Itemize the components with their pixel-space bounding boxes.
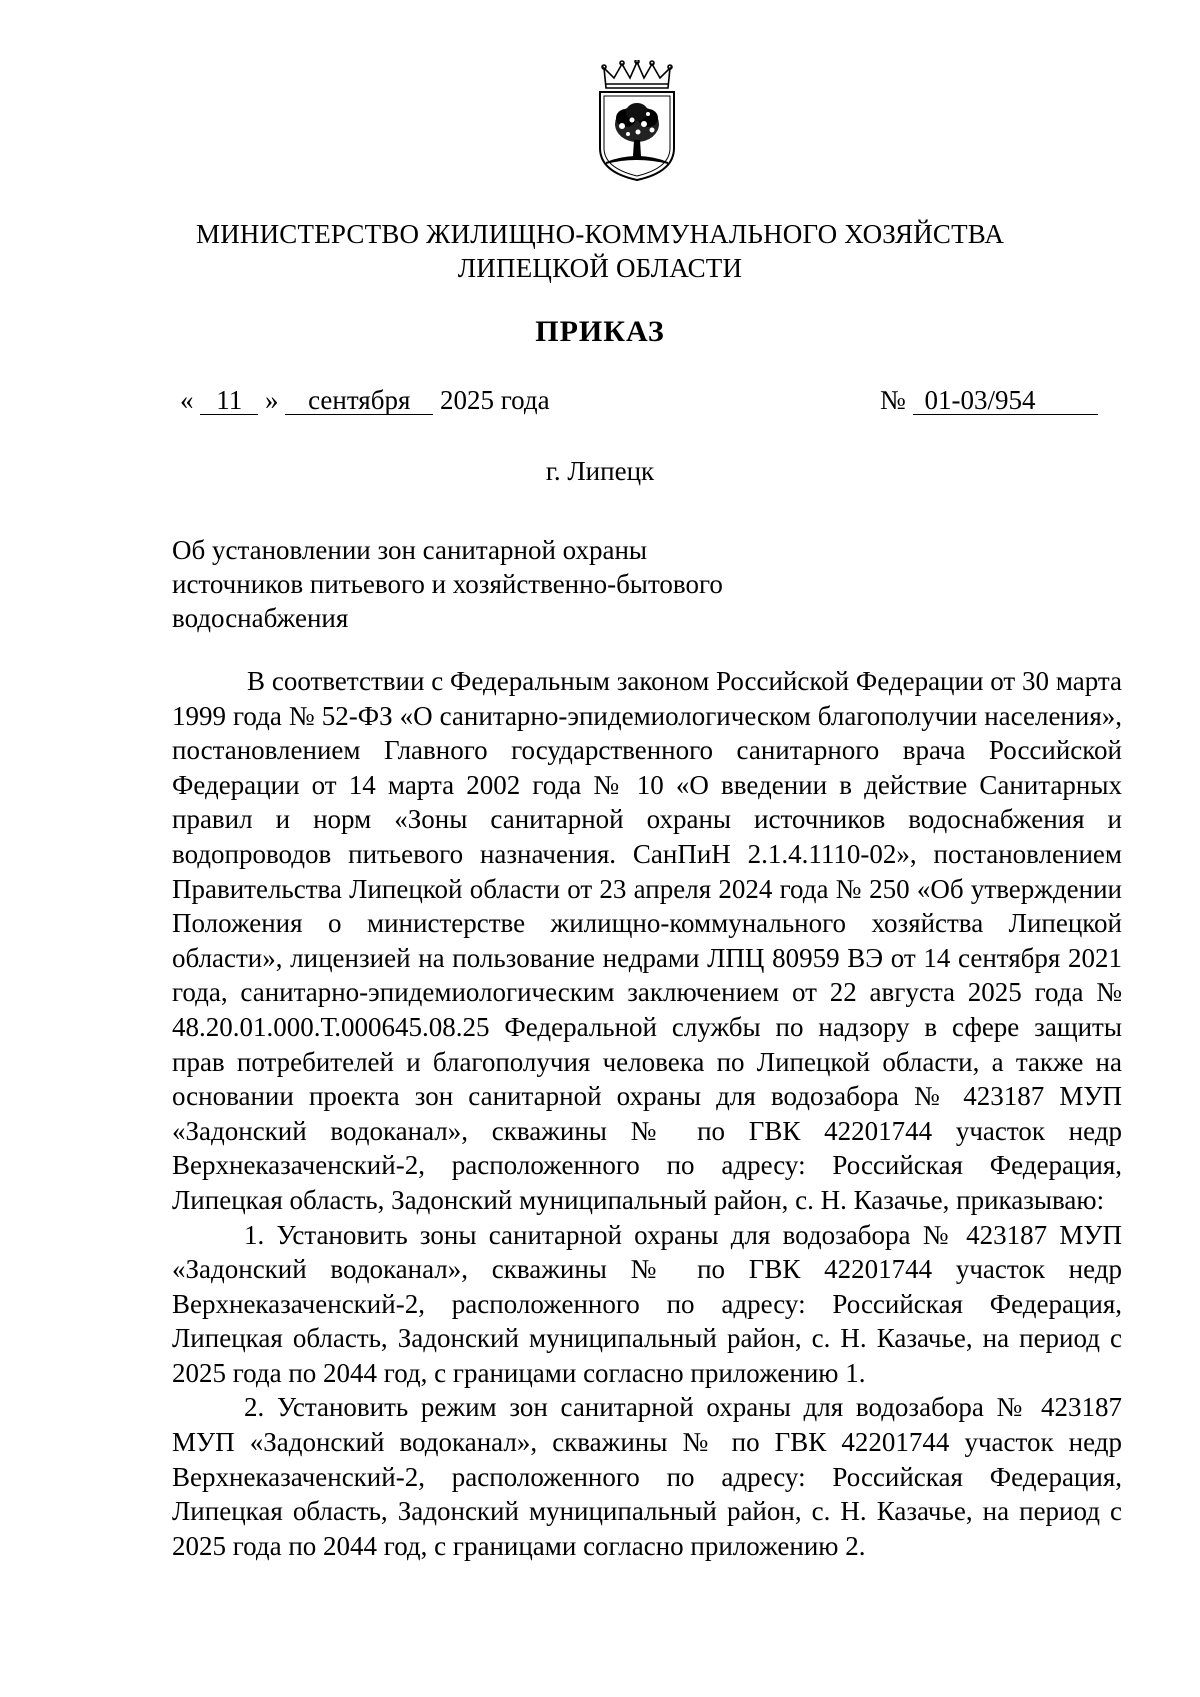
order-date (180, 385, 550, 416)
date-year: 2025 года (440, 385, 550, 415)
order-item-2: 2. Установить режим зон санитарной охраны для водозабора № 423187 МУП «Задонский водоканал», скважины № по ГВК 42201744 участок недр Верхнеказаченский-2, расположенного по адресу: Российская Федерация, Липецкая область, Задонский муниципальный район, с. Н. Казачье, на период с 2025 года по 2044 год, с границами согласно приложению 2. (172, 1392, 1122, 1561)
subject-line-2: источников питьевого и хозяйственно-бытового (172, 569, 723, 599)
date-close-quote: » (265, 385, 279, 415)
ministry-line-2: ЛИПЕЦКОЙ ОБЛАСТИ (457, 253, 743, 283)
subject-line-1: Об установлении зон санитарной охраны (172, 535, 648, 565)
date-open-quote: « (180, 385, 194, 415)
subject-line-3: водоснабжения (172, 603, 349, 633)
order-subject (172, 533, 772, 635)
order-body (172, 664, 1122, 1563)
date-day: 11 (200, 386, 258, 415)
city-name: г. Липецк (545, 456, 655, 486)
ministry-line-1: МИНИСТЕРСТВО ЖИЛИЩНО-КОММУНАЛЬНОГО ХОЗЯЙСТВА (195, 219, 1005, 249)
preamble-paragraph: В соответствии с Федеральным законом Российской Федерации от 30 марта 1999 года № 52-ФЗ «О санитарно-эпидемиологическом благополучии населения», постановлением Главного государственного санитарного врача Российской Федерации от 14 марта 2002 года № 10 «О введении в действие Санитарных правил и норм «Зоны санитарной охраны источников водоснабжения и водопроводов питьевого назначения. СанПиН 2.1.4.1110-02», постановлением Правительства Липецкой области от 23 апреля 2024 года № 250 «Об утверждении Положения о министерстве жилищно-коммунального хозяйства Липецкой области», лицензией на пользование недрами ЛПЦ 80959 ВЭ от 14 сентября 2021 года, санитарно-эпидемиологическим заключением от 22 августа 2025 года № 48.20.01.000.Т.000645.08.25 Федеральной службы по надзору в сфере защиты прав потребителей и благополучия человека по Липецкой области, а также на основании проекта зон санитарной охраны для водозабора № 423187 МУП «Задонский водоканал», скважины № по ГВК 42201744 участок недр Верхнеказаченский-2, расположенного по адресу: Российская Федерация, Липецкая область, Задонский муниципальный район, с. Н. Казачье, приказываю: (172, 666, 1122, 1215)
date-month: сентября (285, 386, 433, 415)
number-sign: № (880, 385, 906, 415)
order-number (880, 385, 1098, 416)
lipetsk-coat-of-arms-icon (592, 60, 682, 182)
ministry-name (0, 217, 1200, 285)
document-type-title: ПРИКАЗ (535, 315, 665, 348)
number-value: 01-03/954 (913, 386, 1098, 415)
order-item-1: 1. Установить зоны санитарной охраны для водозабора № 423187 МУП «Задонский водоканал», скважины № по ГВК 42201744 участок недр Верхнеказаченский-2, расположенного по адресу: Российская Федерация, Липецкая область, Задонский муниципальный район, с. Н. Казачье, на период с 2025 года по 2044 год, с границами согласно приложению 1. (172, 1219, 1122, 1388)
